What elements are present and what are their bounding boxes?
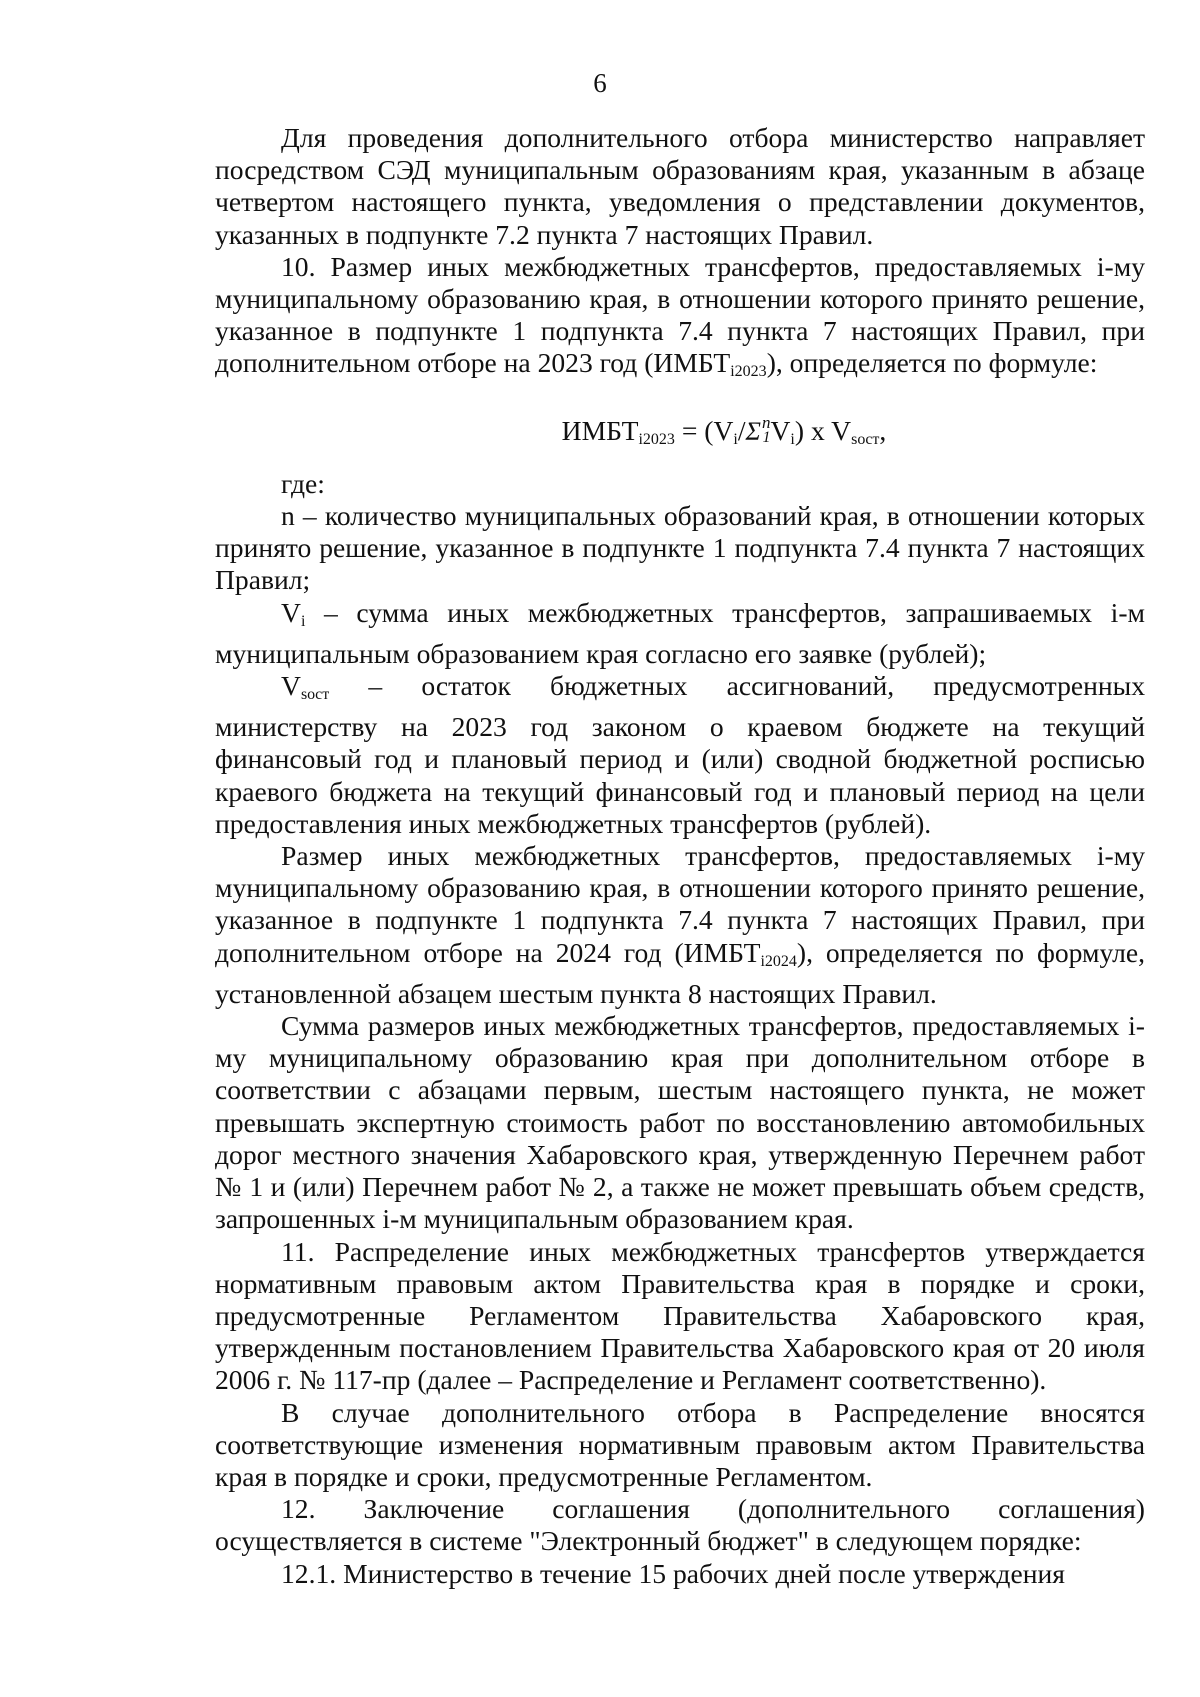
paragraph-12: 12. Заключение соглашения (дополнительного соглашения) осуществляется в системе "Электронный бюджет" в следующем порядке: — [215, 1493, 1145, 1557]
sum-symbol: $\Sigma^n_1$ — [745, 412, 771, 446]
paragraph-12-1: 12.1. Министерство в течение 15 рабочих дней после утверждения — [281, 1557, 1065, 1589]
paragraph-imbt-2024: Размер иных межбюджетных трансфертов, предоставляемых i-му муниципальному образованию края, в отношении которого принято решение, указанное в подпункте 1 подпункта 7.4 пункта 7 настоящих Правил, при дополнительном отборе на 2024 год $(ИМБТ_{i2024})$, определяется по формуле, установленной абзацем шестым пункта 8 настоящих Правил. — [215, 840, 1145, 1009]
paragraph-additional-changes: В случае дополнительного отбора в Распределение вносятся соответствующие изменения нормативным правовым актом Правительства края в порядке и сроки, предусмотренные Регламентом. — [215, 1396, 1145, 1492]
definition-vsost: $V_{sоcт}$ – остаток бюджетных ассигнований, предусмотренных министерству на 2023 год законом о краевом бюджете на текущий финансовый год и плановый период и (или) сводной бюджетной росписью краевого бюджета на текущий финансовый год и плановый период на цели предоставления иных межбюджетных трансфертов (рублей). — [215, 670, 1145, 839]
definition-vi: $V_i$ – сумма иных межбюджетных трансфертов, запрашиваемых i-м муниципальным образованием края согласно его заявке (рублей); — [215, 596, 1145, 669]
paragraph-11: 11. Распределение иных межбюджетных трансфертов утверждается нормативным правовым актом Правительства края в порядке и сроки, предусмотренные Регламентом Правительства Хабаровского края, утвержденным постановлением Правительства Хабаровского края от 20 июля 2006 г. № 117-пр (далее – Распределение и Регламент соответственно). — [215, 1235, 1145, 1396]
paragraph-10: 10. Размер иных межбюджетных трансфертов, предоставляемых i-му муниципальному образованию края, в отношении которого принято решение, указанное в подпункте 1 подпункта 7.4 пункта 7 настоящих Правил, при дополнительном отборе на 2023 год $(ИМБТ_{i2023})$, определяется по формуле: — [215, 250, 1145, 381]
page-number: 6 — [593, 68, 607, 98]
paragraph-additional-selection: Для проведения дополнительного отбора министерство направляет посредством СЭД муниципальным образованиям края, указанным в абзаце четвертом настоящего пункта, уведомления о представлении документов, указанных в подпункте 7.2 пункта 7 настоящих Правил. — [215, 122, 1145, 250]
where-label: где: — [281, 467, 325, 499]
document-body — [215, 122, 1145, 1590]
definition-n: n – количество муниципальных образований края, в отношении которых принято решение, указанное в подпункте 1 подпункта 7.4 пункта 7 настоящих Правил; — [215, 500, 1145, 596]
formula-imbt-2023: $ИМБТ_{i2023} = (V_i/\Sigma^n_1V_i)$ x $V_{sоcт}$, — [561, 412, 887, 448]
paragraph-sum-limit: Сумма размеров иных межбюджетных трансфертов, предоставляемых i-му муниципальному образованию края при дополнительном отборе в соответствии с абзацами первым, шестым настоящего пункта, не может превышать экспертную стоимость работ по восстановлению автомобильных дорог местного значения Хабаровского края, утвержденную Перечнем работ № 1 и (или) Перечнем работ № 2, а также не может превышать объем средств, запрошенных i-м муниципальным образованием края. — [215, 1010, 1145, 1235]
